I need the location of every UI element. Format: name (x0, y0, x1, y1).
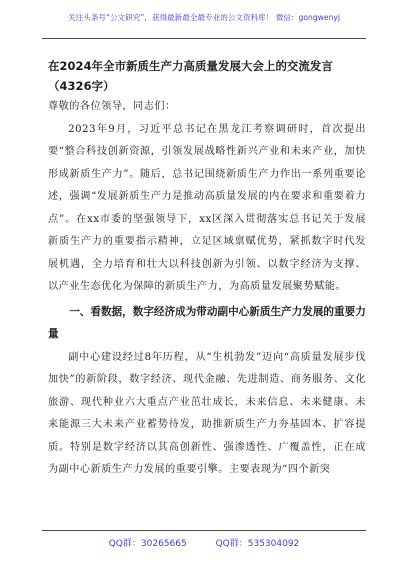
footer-contacts (0, 536, 408, 549)
document-body (48, 56, 366, 482)
document-title: 在2024年全市新质生产力高质量发展大会上的交流发言（4326字） (48, 59, 333, 93)
footer-divider (42, 530, 366, 531)
section-heading: 一、看数据，数字经济成为带动副中心新质生产力发展的重要力量 (48, 305, 366, 340)
intro-paragraph: 2023年9月，习近平总书记在黑龙江考察调研时，首次提出要“整合科技创新资源，引领发展战略性新兴产业和未来产业，加快形成新质生产力”。随后，总书记围绕新质生产力作出一系列重要论述，强调“发展新质生产力是推动高质量发展的内在要求和重要着力点”。在xx市委的坚强领导下，xx区深入贯彻落实总书记关于发展新质生产力的重要指示精神，立足区域禀赋优势，紧抓数字时代发展机遇，全力培育和壮大以科技创新为引领、以数字经济为支撑、以产业生态优化为保障的新质生产力，为高质量发展聚势赋能。 (48, 123, 366, 292)
section-paragraph: 副中心建设经过8年历程，从“生机勃发”迈向“高质量发展步伐加快”的新阶段，数字经济、现代金融、先进制造、商务服务、文化旅游、现代种业六大重点产业茁壮成长，未来信息、未来健康、未来能源三大未来产业蓄势待发，助推新质生产力夯基固本、扩容提质。特别是数字经济以其高创新性、强渗透性、广覆盖性，正在成为副中心新质生产力发展的重要引擎。主要表现为“四个新突 (48, 351, 366, 475)
salutation: 尊敬的各位领导，同志们： (48, 101, 176, 112)
header-promo-note: 关注头条号“公文研究”，获得最新最全最专业的公文资料库！ 微信：gongwenyj (68, 13, 340, 22)
header-divider (42, 38, 366, 39)
footer-qq-group-1: QQ群：30265665 (108, 539, 187, 549)
footer-qq-group-2: QQ群：535304092 (215, 539, 300, 549)
